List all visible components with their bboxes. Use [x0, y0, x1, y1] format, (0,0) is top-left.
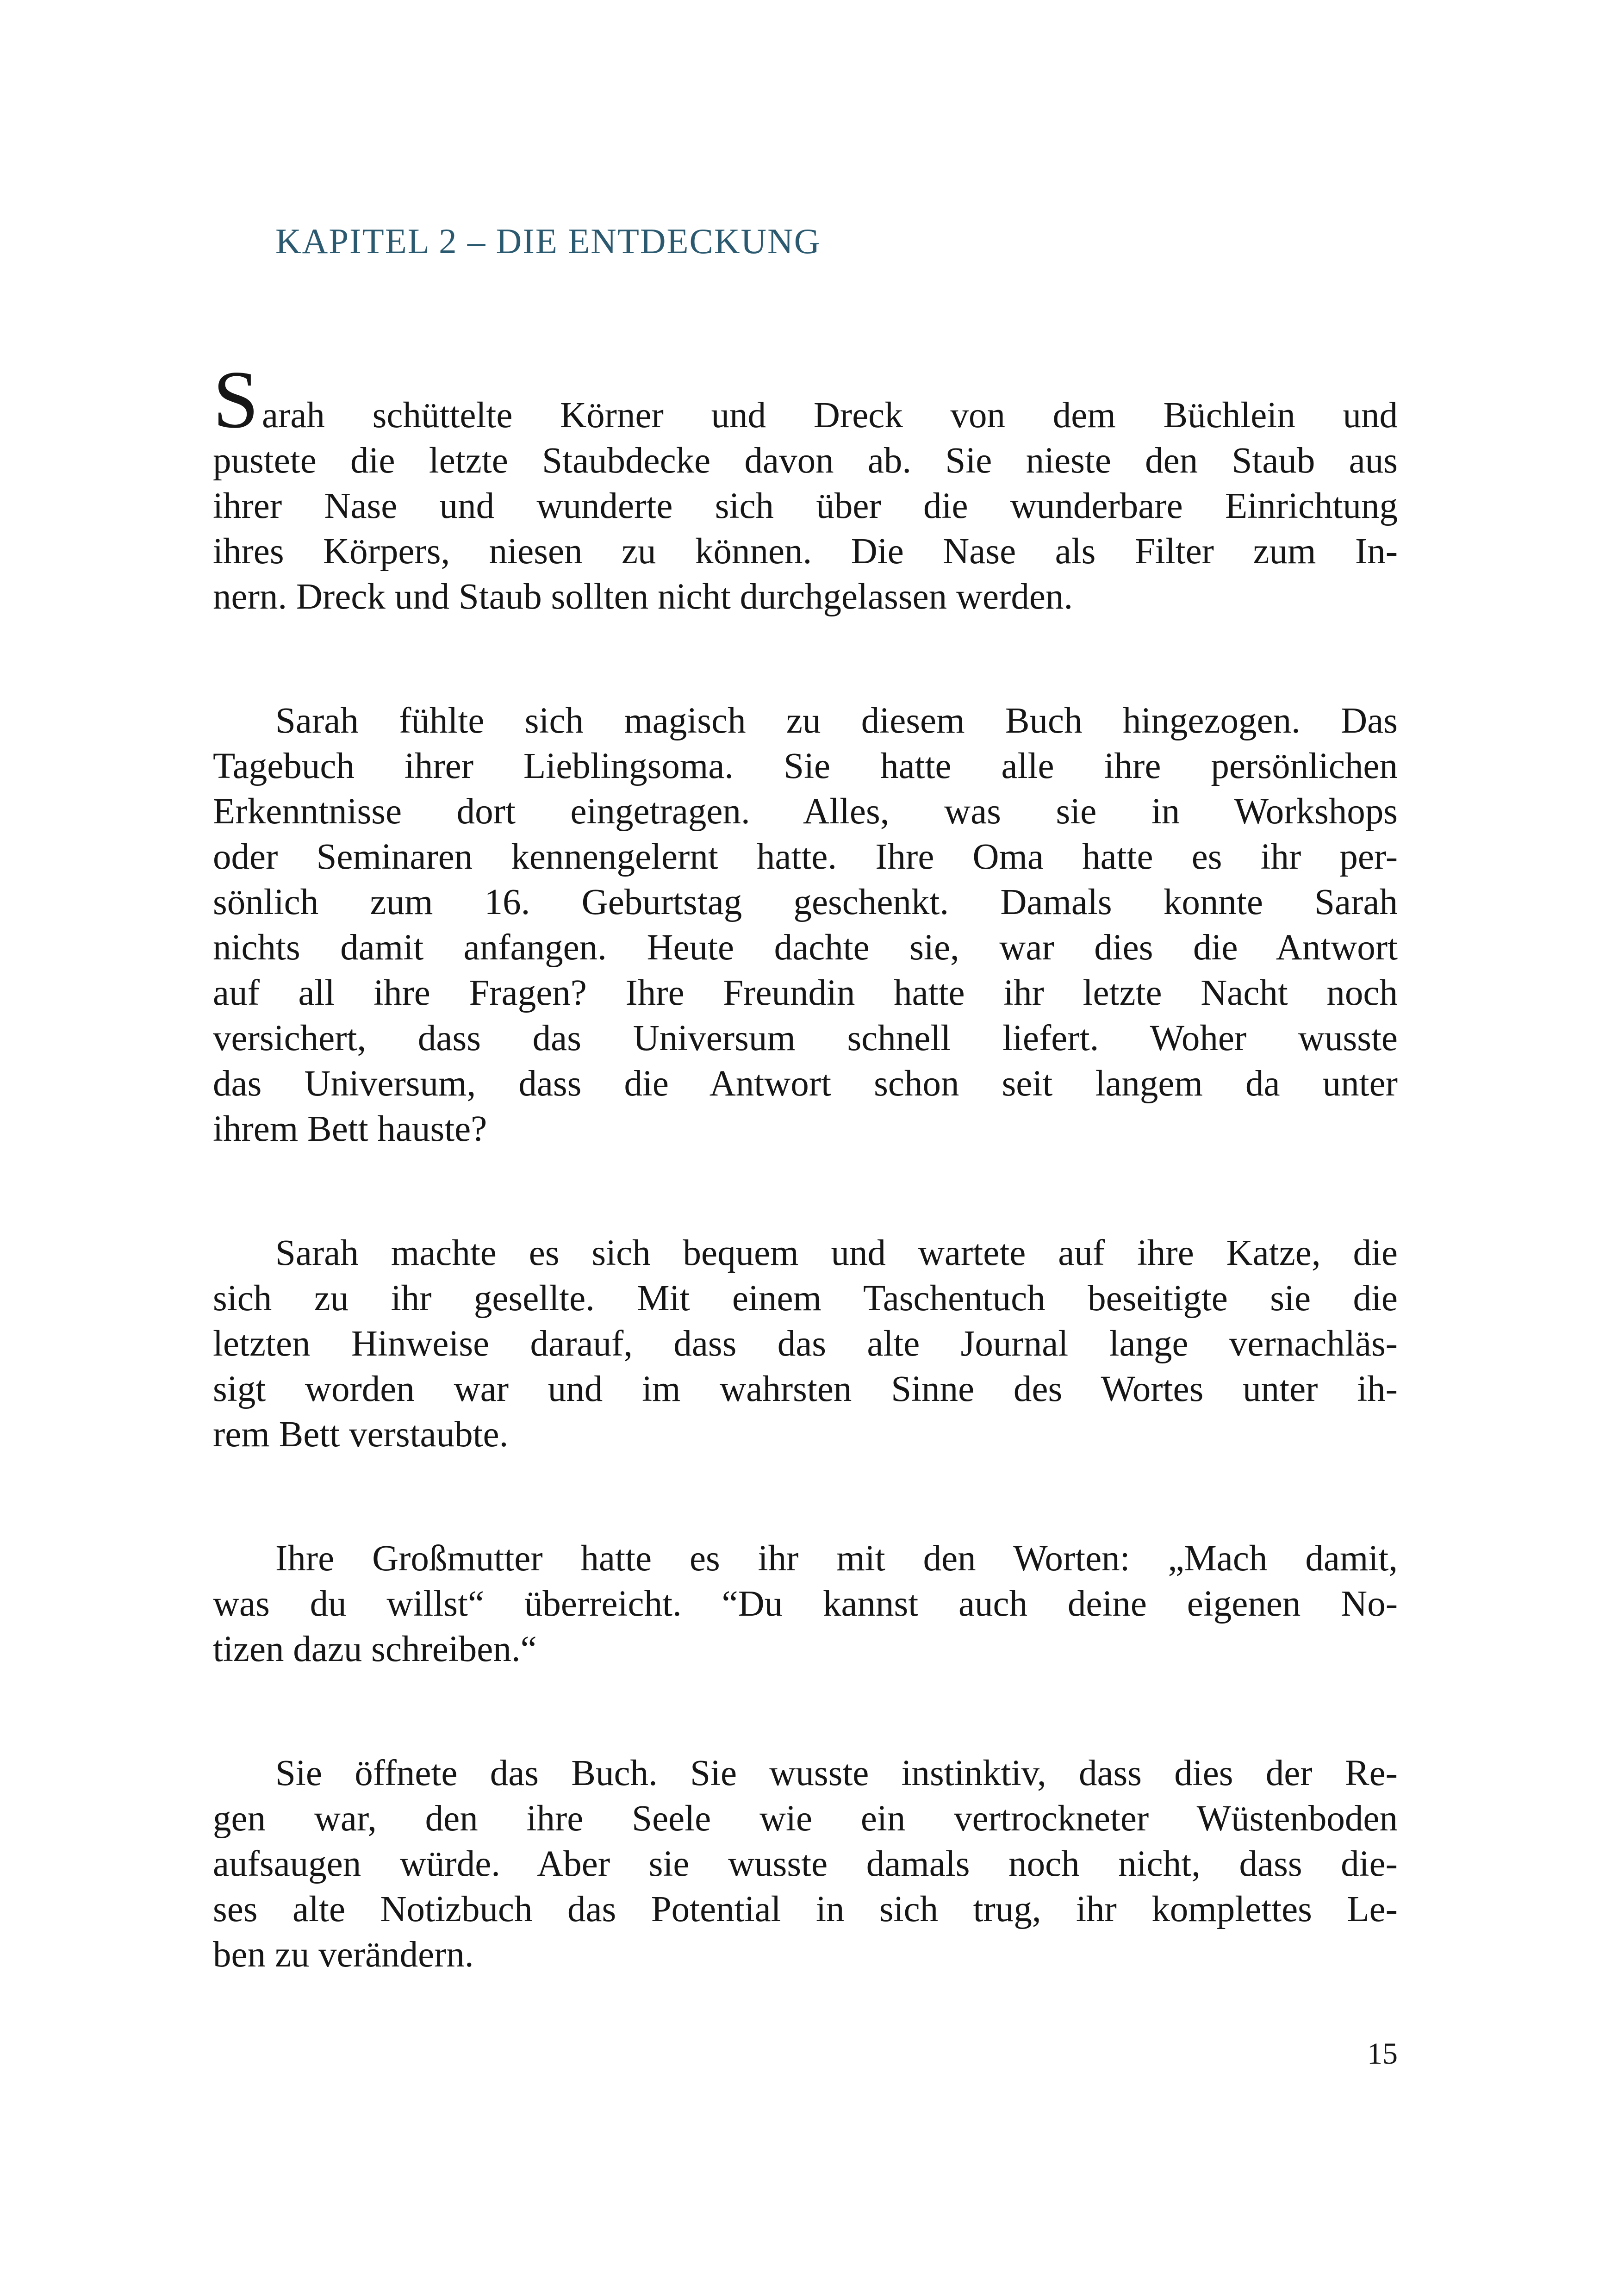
text-line: ihrer Nase und wunderte sich über die wunderbare Einrichtung [213, 486, 1398, 527]
text-line: letzten Hinweise darauf, dass das alte Journal lange vernachläs- [213, 1324, 1398, 1364]
text-line: das Universum, dass die Antwort schon seit langem da unter [213, 1064, 1398, 1104]
page-number: 15 [1367, 2037, 1398, 2071]
text-line: ihres Körpers, niesen zu können. Die Nase als Filter zum In- [213, 531, 1398, 572]
paragraph [213, 1231, 1398, 1457]
text-line: auf all ihre Fragen? Ihre Freundin hatte ihr letzte Nacht noch [213, 973, 1398, 1014]
text-line: nern. Dreck und Staub sollten nicht durchgelassen werden. [213, 577, 1073, 617]
text-line: was du willst“ überreicht. “Du kannst auch deine eigenen No- [213, 1584, 1398, 1624]
raised-initial-cap: S [213, 354, 259, 446]
text-line: Tagebuch ihrer Lieblingsoma. Sie hatte alle ihre persönlichen [213, 746, 1398, 787]
text-line: ben zu verändern. [213, 1935, 474, 1975]
text-line: Sarah fühlte sich magisch zu diesem Buch hingezogen. Das [275, 701, 1398, 741]
text-line: gen war, den ihre Seele wie ein vertrockneter Wüstenboden [213, 1798, 1398, 1839]
text-line: versichert, dass das Universum schnell liefert. Woher wusste [213, 1018, 1398, 1059]
paragraph [213, 698, 1398, 1152]
text-line: Ihre Großmutter hatte es ihr mit den Worten: „Mach damit, [275, 1538, 1398, 1579]
text-line: sigt worden war und im wahrsten Sinne des Wortes unter ih- [213, 1369, 1398, 1410]
text-line: ses alte Notizbuch das Potential in sich trug, ihr komplettes Le- [213, 1889, 1398, 1930]
text-line: Erkenntnisse dort eingetragen. Alles, was sie in Workshops [213, 791, 1398, 832]
body-paragraphs [213, 354, 1398, 1978]
text-line: rem Bett verstaubte. [213, 1414, 509, 1455]
text-line: tizen dazu schreiben.“ [213, 1629, 537, 1670]
text-line: Sie öffnete das Buch. Sie wusste instinktiv, dass dies der Re- [275, 1753, 1398, 1794]
text-line: oder Seminaren kennengelernt hatte. Ihre Oma hatte es ihr per- [213, 837, 1398, 877]
text-line: Sarah schüttelte Körner und Dreck von dem Büchlein und [213, 354, 1398, 446]
text-line: sich zu ihr gesellte. Mit einem Taschentuch beseitigte sie die [213, 1278, 1398, 1319]
paragraph [213, 1536, 1398, 1672]
text-line: Sarah machte es sich bequem und wartete auf ihre Katze, die [275, 1233, 1398, 1274]
paragraph [213, 354, 1398, 620]
text-line: ihrem Bett hauste? [213, 1109, 487, 1150]
chapter-heading: KAPITEL 2 – DIE ENTDECKUNG [275, 221, 821, 261]
text-line: sönlich zum 16. Geburtstag geschenkt. Damals konnte Sarah [213, 882, 1398, 923]
text-line: aufsaugen würde. Aber sie wusste damals noch nicht, dass die- [213, 1844, 1398, 1885]
text-line: nichts damit anfangen. Heute dachte sie, war dies die Antwort [213, 927, 1398, 968]
paragraph [213, 1751, 1398, 1978]
text-line: pustete die letzte Staubdecke davon ab. Sie nieste den Staub aus [213, 441, 1398, 481]
